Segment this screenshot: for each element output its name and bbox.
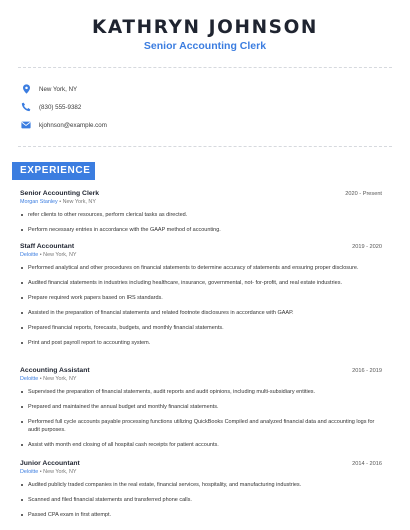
contact-email[interactable] [20, 118, 107, 132]
list-item: Prepared and maintained the annual budget and monthly financial statements. [20, 403, 382, 411]
candidate-title: Senior Accounting Clerk [143, 40, 267, 52]
job-bullets [20, 481, 382, 519]
job-dates: 2019 - 2020 [352, 244, 382, 250]
list-item: Supervised the preparation of financial statements, audit reports and audit opinions, including multi-subsidiary entities. [20, 388, 382, 396]
job-entry [20, 190, 382, 241]
list-item: Audited financial statements in industries including healthcare, insurance, governmental, not- for-profit, and real estate industries. [20, 279, 382, 287]
job-bullets [20, 211, 382, 234]
job-location: New York, NY [62, 199, 96, 205]
list-item: Prepared financial reports, forecasts, budgets, and monthly financial statements. [20, 324, 382, 332]
list-item: Assisted in the preparation of financial statements and related footnote disclosures in accordance with GAAP. [20, 309, 382, 317]
job-entry [20, 243, 382, 354]
job-company: Deloitte [20, 376, 39, 382]
job-location: New York, NY [43, 469, 77, 475]
job-dates: 2014 - 2016 [352, 461, 382, 467]
list-item: Performed analytical and other procedures on financial statements to determine accuracy of statements and ensuring proper disclosure. [20, 264, 382, 272]
job-location: New York, NY [43, 252, 77, 258]
job-entry [20, 367, 382, 456]
job-company-line: Morgan Stanley • New York, NY [20, 199, 96, 205]
job-title: Accounting Assistant [20, 367, 90, 374]
list-item: Prepare required work papers based on IRS standards. [20, 294, 382, 302]
experience-section-heading: EXPERIENCE [12, 162, 95, 180]
list-item: Passed CPA exam in first attempt. [20, 511, 382, 519]
job-entry [20, 460, 382, 526]
job-title: Junior Accountant [20, 460, 80, 467]
contact-phone-text: (830) 555-9382 [39, 103, 82, 111]
contact-location-text: New York, NY [39, 85, 78, 93]
job-company-line: Deloitte • New York, NY [20, 376, 77, 382]
job-company-line: Deloitte • New York, NY [20, 252, 77, 258]
list-item: Print and post payroll report to accounting system. [20, 339, 382, 347]
list-item: Scanned and filed financial statements and transferred phone calls. [20, 496, 382, 504]
contact-phone[interactable] [20, 100, 81, 114]
contact-location [20, 82, 77, 96]
job-location: New York, NY [43, 376, 77, 382]
job-company-line: Deloitte • New York, NY [20, 469, 77, 475]
job-title: Staff Accountant [20, 243, 75, 250]
job-bullets [20, 388, 382, 449]
contact-email-text: kjohnson@example.com [39, 121, 107, 129]
list-item: Assist with month end closing of all hospital cash receipts for patient accounts. [20, 441, 382, 449]
job-dates: 2016 - 2019 [352, 368, 382, 374]
contact-divider [18, 146, 392, 147]
list-item: refer clients to other resources, perform clerical tasks as directed. [20, 211, 382, 219]
job-company: Morgan Stanley [20, 199, 58, 205]
location-pin-icon [20, 83, 32, 95]
job-company: Deloitte [20, 469, 39, 475]
list-item: Audited publicly traded companies in the real estate, financial services, hospitality, and manufacturing industries. [20, 481, 382, 489]
job-title: Senior Accounting Clerk [20, 190, 100, 197]
job-company: Deloitte [20, 252, 39, 258]
list-item: Perform necessary entries in accordance with the GAAP method of accounting. [20, 226, 382, 234]
header-divider [18, 67, 392, 68]
phone-icon [20, 101, 32, 113]
list-item: Performed full cycle accounts payable processing functions utilizing QuickBooks Compiled and analyzed financial data and accounting logs for audit purposes. [20, 418, 382, 434]
candidate-name: KATHRYN JOHNSON [92, 17, 318, 38]
job-dates: 2020 - Present [345, 191, 382, 197]
job-bullets [20, 264, 382, 347]
email-icon [20, 119, 32, 131]
